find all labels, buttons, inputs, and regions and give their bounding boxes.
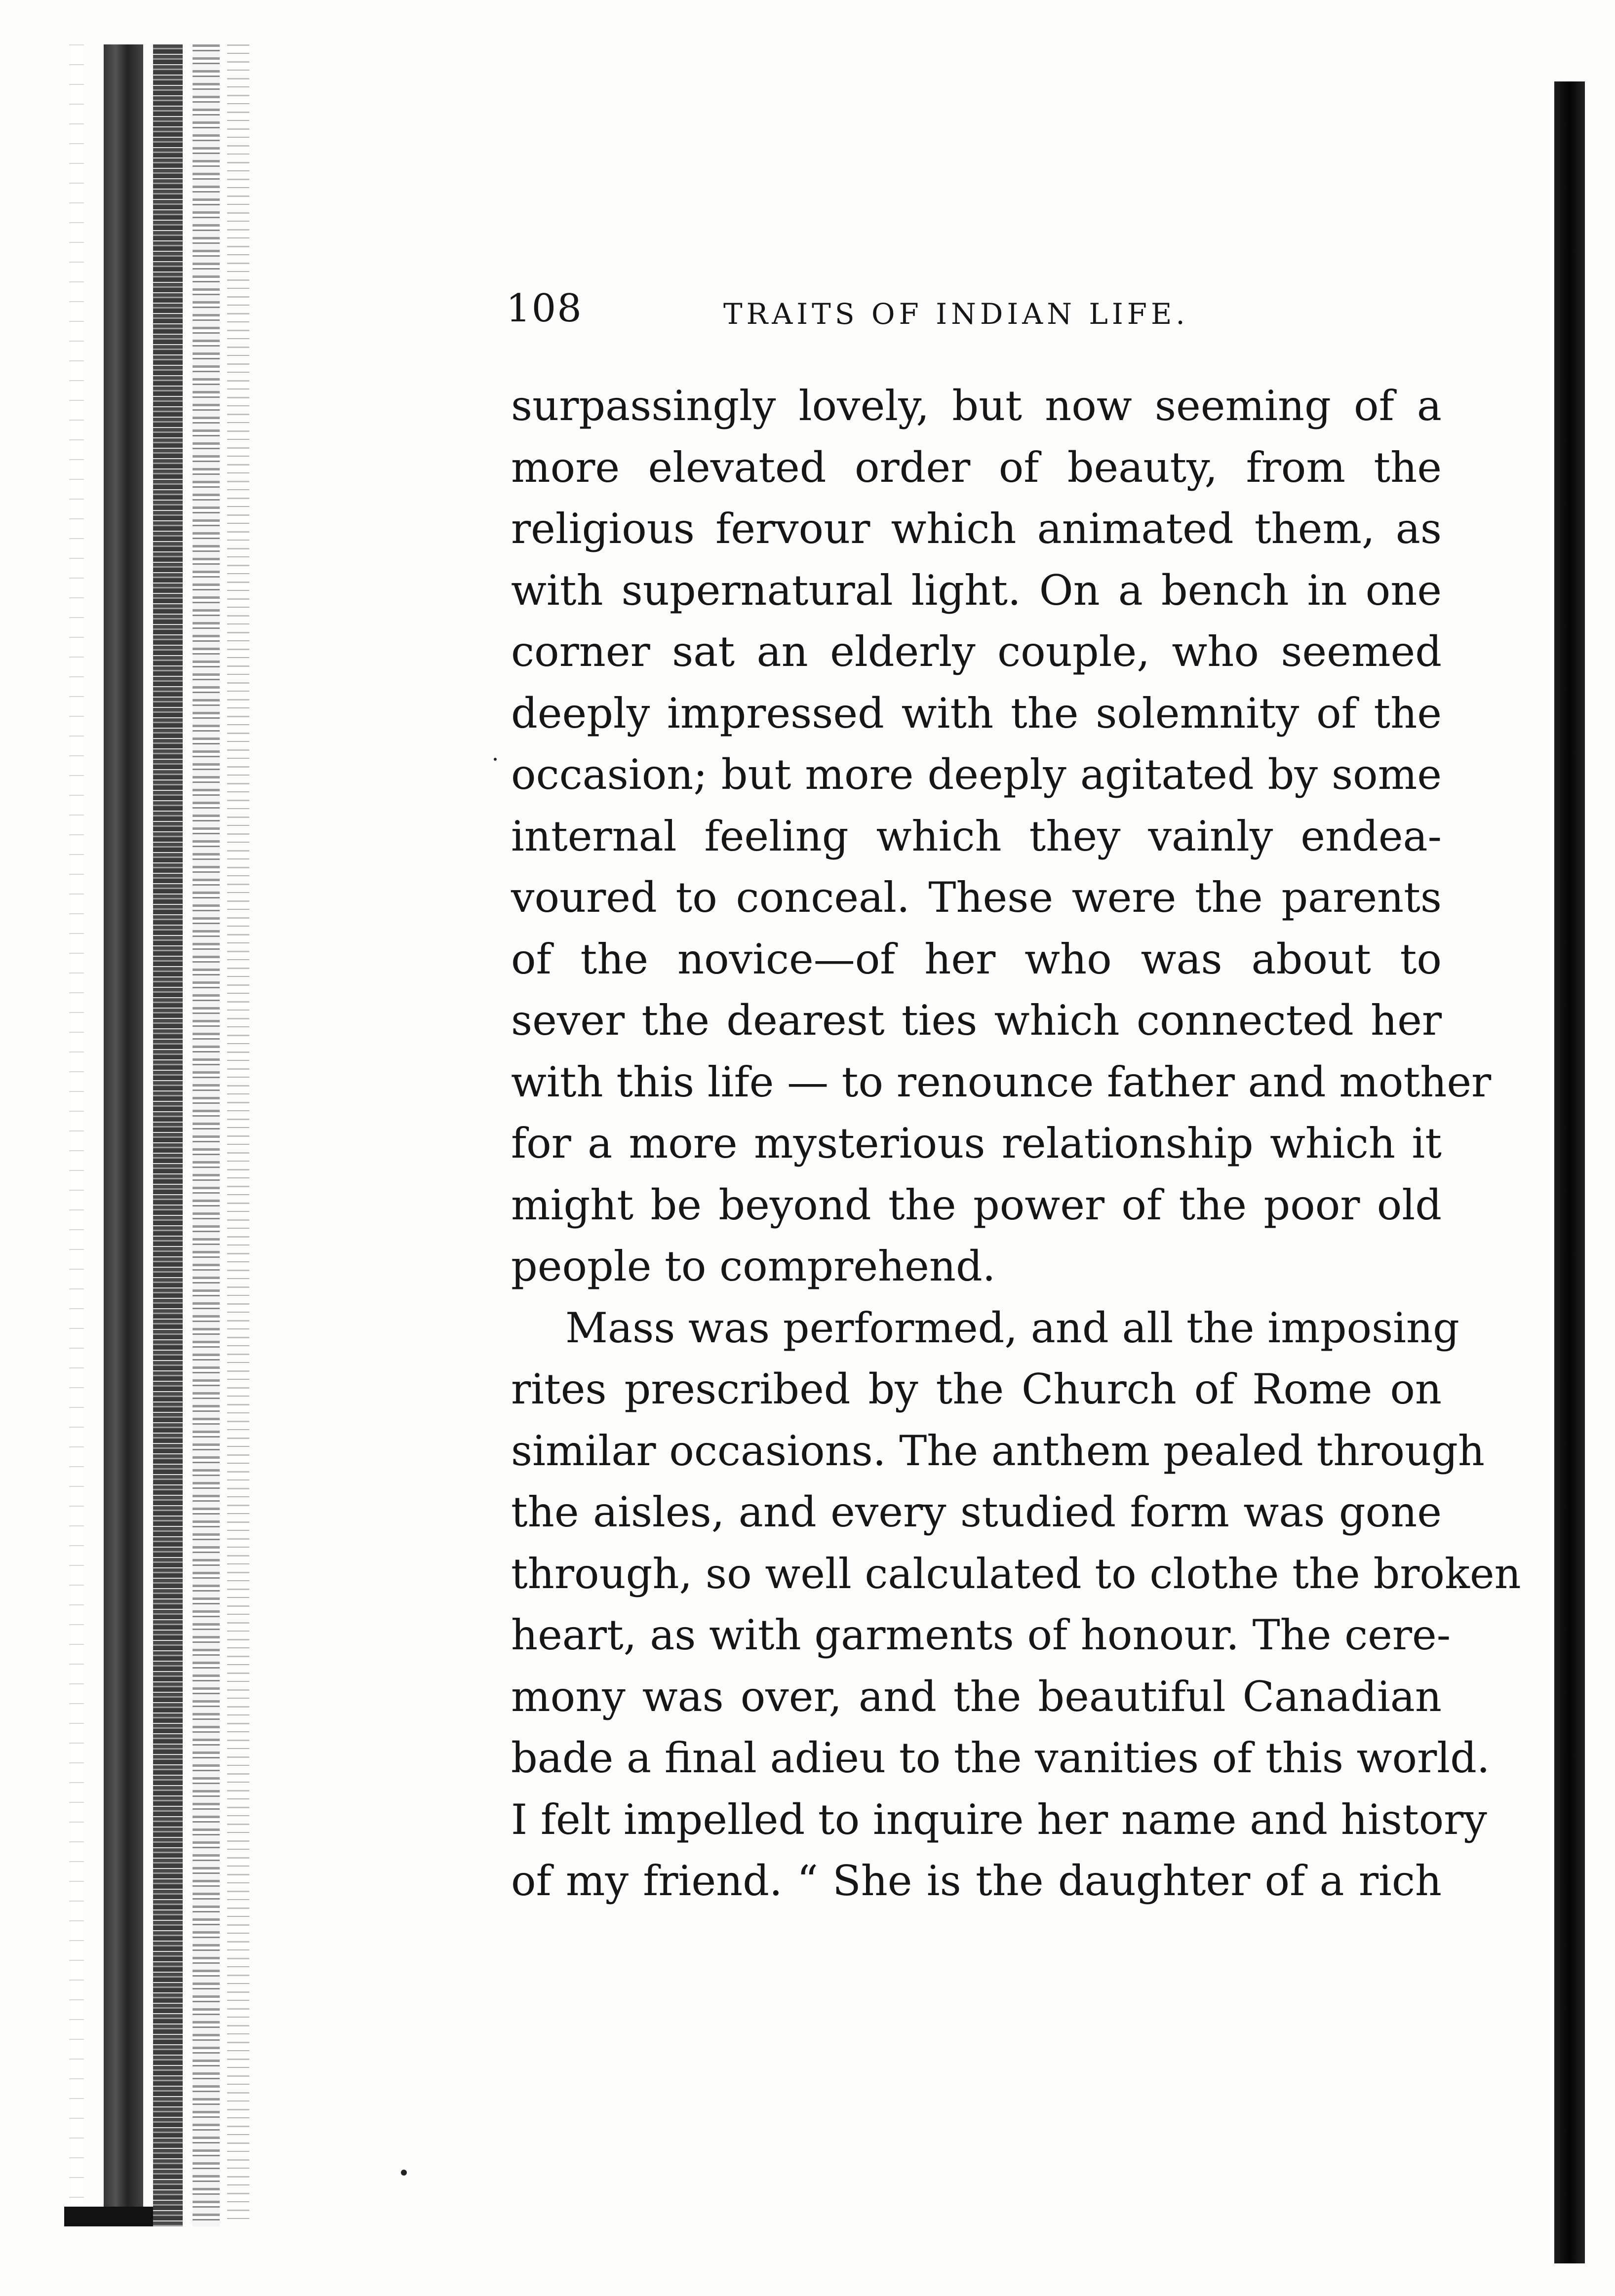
- page-number: 108: [506, 286, 583, 331]
- text-line: of the novice—of her who was about to: [511, 934, 1442, 983]
- text-line: internal feeling which they vainly endea-: [511, 812, 1442, 860]
- text-line-paragraph-end: people to comprehend.: [511, 1242, 996, 1290]
- text-line: with supernatural light. On a bench in one: [511, 566, 1442, 615]
- text-line: sever the dearest ties which connected her: [511, 996, 1442, 1045]
- text-line: bade a final adieu to the vanities of this world.: [511, 1734, 1490, 1782]
- text-line: religious fervour which animated them, as: [511, 505, 1442, 553]
- text-line: more elevated order of beauty, from the: [511, 443, 1442, 492]
- right-page-edge-shadow: [1554, 81, 1585, 2263]
- text-line: heart, as with garments of honour. The cere-: [511, 1611, 1451, 1659]
- text-line: I felt impelled to inquire her name and history: [511, 1795, 1487, 1844]
- text-line: surpassingly lovely, but now seeming of a: [511, 382, 1442, 430]
- page-header: [506, 286, 1444, 341]
- ink-speck: [494, 758, 497, 761]
- text-line-paragraph-start: Mass was performed, and all the imposing: [565, 1303, 1459, 1352]
- text-line: deeply impressed with the solemnity of the: [511, 689, 1442, 738]
- body-text: [511, 375, 1521, 1912]
- text-line: rites prescribed by the Church of Rome on: [511, 1365, 1442, 1413]
- text-line: voured to conceal. These were the parents: [511, 873, 1442, 922]
- text-line: corner sat an elderly couple, who seemed: [511, 627, 1442, 676]
- text-line: similar occasions. The anthem pealed through: [511, 1426, 1485, 1475]
- text-line: through, so well calculated to clothe the broken: [511, 1549, 1521, 1598]
- text-line: the aisles, and every studied form was gone: [511, 1488, 1442, 1536]
- binding-gutter-scan-noise: [59, 44, 267, 2226]
- text-line: occasion; but more deeply agitated by some: [511, 750, 1442, 799]
- running-head: TRAITS OF INDIAN LIFE.: [723, 297, 1189, 331]
- text-line: mony was over, and the beautiful Canadian: [511, 1672, 1442, 1721]
- text-line: might be beyond the power of the poor old: [511, 1180, 1442, 1229]
- text-line: for a more mysterious relationship which it: [511, 1119, 1442, 1167]
- text-line: of my friend. “ She is the daughter of a rich: [511, 1857, 1442, 1905]
- text-line: with this life — to renounce father and mother: [511, 1057, 1492, 1106]
- ink-speck: [401, 2170, 407, 2176]
